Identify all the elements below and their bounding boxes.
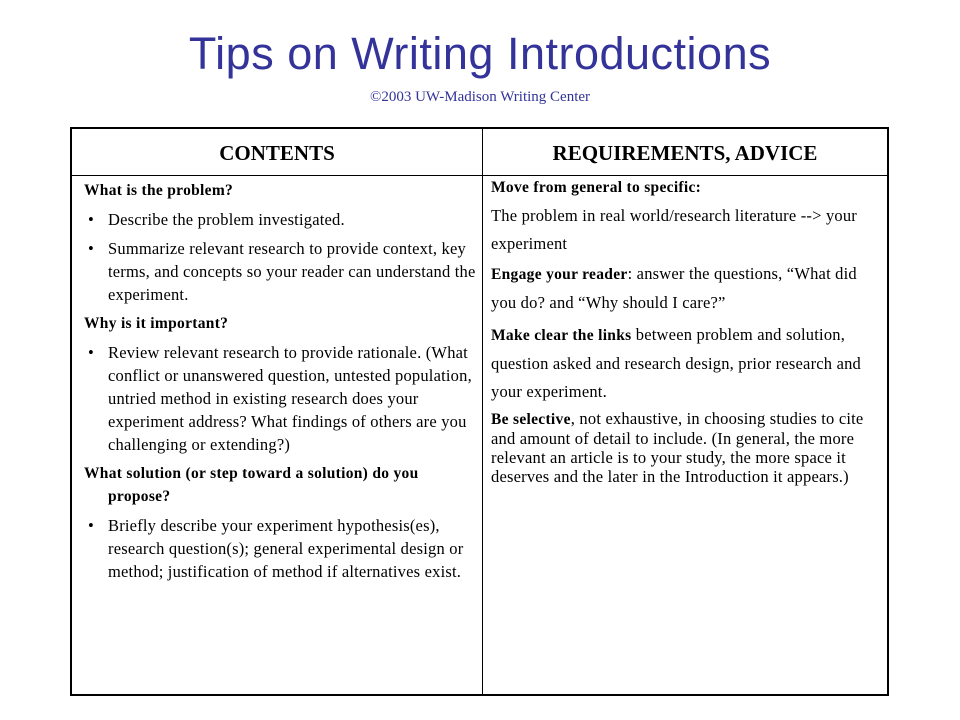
copyright-subtitle: ©2003 UW-Madison Writing Center [369,89,591,105]
contents-column [84,179,476,589]
bullet-item [84,514,476,583]
bullet-item [84,208,476,231]
advice-bold: Make clear the links [491,327,632,344]
page-title: Tips on Writing Introductions [188,28,772,79]
advice-text: , not exhaustive, in choosing studies to cite and amount of detail to include. (In general, the more relevant an article is to your study, the more space it deserves and the later in the Introduction it appears.) [491,409,864,486]
question-problem: What is the problem? [84,182,234,199]
column-divider [482,129,483,694]
bullet-text: Summarize relevant research to provide context, key terms, and concepts so your reader can understand the experiment. [108,239,476,304]
bullet-icon: • [88,343,94,362]
advice-column [491,179,883,486]
bullet-text: Briefly describe your experiment hypothesis(es), research question(s); general experimental design or method; justification of method if alternatives exist. [108,516,464,581]
advice-clear-links [491,321,883,406]
bullet-text: Describe the problem investigated. [108,210,345,229]
bullet-text: Review relevant research to provide rationale. (What conflict or unanswered question, untested population, untried method in existing research does your experiment address? What findings of others are you challenging or extending?) [108,343,472,454]
bullet-icon: • [88,239,94,258]
bullet-icon: • [88,210,94,229]
question-importance: Why is it important? [84,315,229,332]
contents-header: CONTENTS [219,141,335,165]
advice-bold: Be selective [491,411,571,428]
advice-text: The problem in real world/research literature --> your experiment [491,206,857,253]
advice-engage-reader [491,260,883,317]
question-solution: What solution (or step toward a solution) do you propose? [84,465,419,505]
advice-general-to-specific [491,173,883,258]
bullet-item [84,341,476,456]
requirements-header: REQUIREMENTS, ADVICE [552,141,818,165]
advice-text: between problem and solution, question asked and research design, prior research and your experiment. [491,325,861,401]
tips-table [70,127,889,696]
advice-bold: Engage your reader [491,266,628,283]
advice-bold: Move from general to specific: [491,179,702,196]
bullet-icon: • [88,516,94,535]
advice-be-selective [491,409,883,486]
bullet-item [84,237,476,306]
advice-text: : answer the questions, “What did you do? and “Why should I care?” [491,264,857,312]
